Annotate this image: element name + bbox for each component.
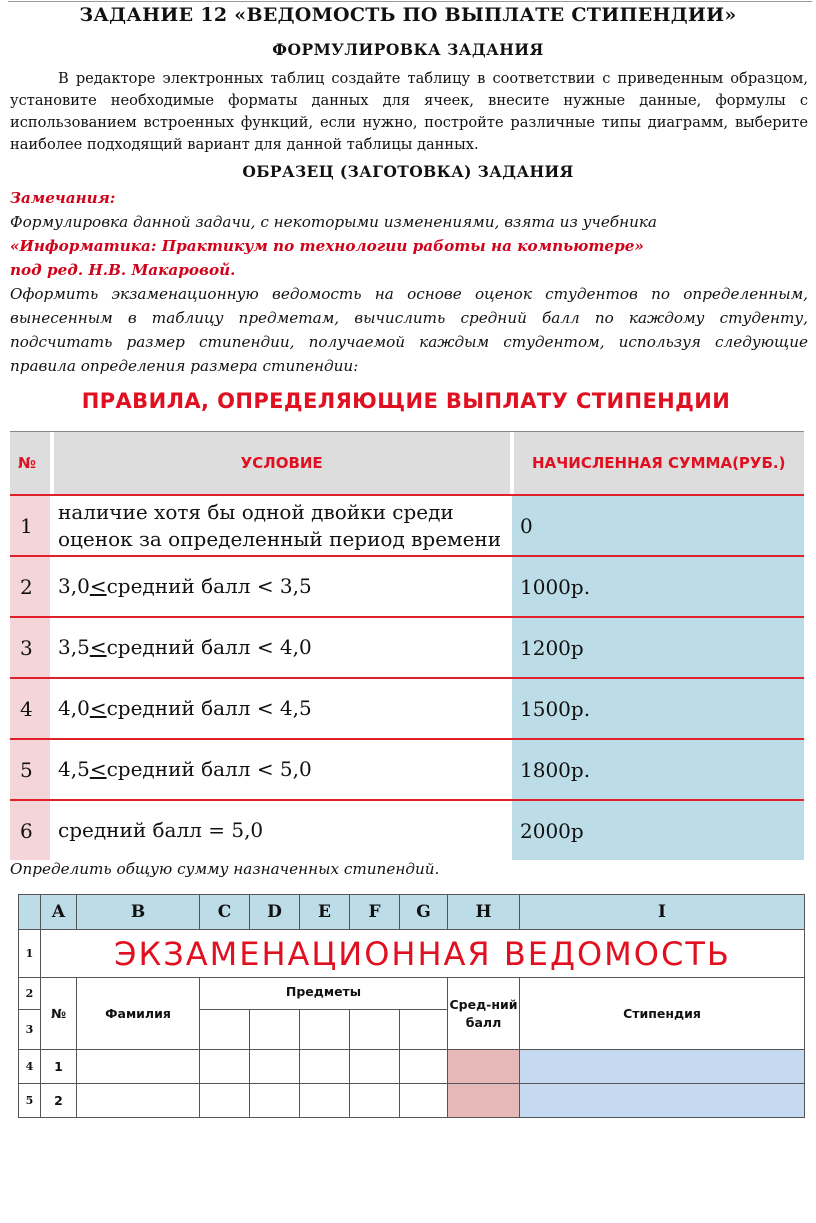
column-header-row bbox=[19, 895, 805, 930]
header-stipend-cell[interactable]: Стипендия bbox=[520, 978, 805, 1050]
define-total-text: Определить общую сумму назначенных стипендий. bbox=[10, 860, 440, 878]
grade-cell[interactable] bbox=[300, 1050, 350, 1084]
row-header[interactable]: 5 bbox=[19, 1084, 41, 1118]
rule-cond-lower: 4,0 bbox=[58, 696, 90, 720]
rule-condition-text: средний балл = 5,0 bbox=[58, 818, 264, 842]
rules-row bbox=[10, 494, 804, 555]
header-num-cell[interactable]: № bbox=[41, 978, 77, 1050]
notes-block bbox=[10, 186, 808, 378]
header-number: № bbox=[10, 432, 50, 494]
rule-cond-op: < bbox=[89, 696, 107, 720]
rule-condition-text: наличие хотя бы одной двойки среди оценок за определенный период времени bbox=[58, 499, 502, 551]
sheet-title-cell[interactable]: ЭКЗАМЕНАЦИОННАЯ ВЕДОМОСТЬ bbox=[41, 930, 805, 978]
rules-row bbox=[10, 799, 804, 860]
rule-condition bbox=[50, 679, 512, 738]
spreadsheet-template bbox=[18, 894, 805, 1118]
subject-cell[interactable] bbox=[350, 1010, 400, 1050]
rule-cond-upper: средний балл < 4,0 bbox=[106, 635, 312, 659]
rule-number: 1 bbox=[10, 496, 50, 555]
rule-cond-lower: 3,0 bbox=[58, 574, 90, 598]
grade-cell[interactable] bbox=[250, 1050, 300, 1084]
row-header[interactable]: 4 bbox=[19, 1050, 41, 1084]
row-header[interactable]: 2 bbox=[19, 978, 41, 1010]
section-heading-task: ФОРМУЛИРОВКА ЗАДАНИЯ bbox=[272, 40, 544, 59]
grade-cell[interactable] bbox=[200, 1084, 250, 1118]
rule-condition bbox=[50, 801, 512, 860]
stipend-cell[interactable] bbox=[520, 1050, 805, 1084]
rules-table bbox=[10, 431, 804, 860]
grade-cell[interactable] bbox=[400, 1050, 448, 1084]
header-surname-cell[interactable]: Фамилия bbox=[77, 978, 200, 1050]
column-header[interactable]: G bbox=[400, 895, 448, 930]
task-paragraph: В редакторе электронных таблиц создайте таблицу в соответствии с приведенным образцом, установите необходимые форматы данных для ячеек, внесите нужные данные, формулы с использованием встроенных функций, если нужно, постройте различные типы диаграмм, выберите наиболее подходящий вариант для данной таблицы данных. bbox=[10, 70, 808, 153]
rules-table-header bbox=[10, 431, 804, 494]
rule-condition bbox=[50, 740, 512, 799]
row-header[interactable]: 3 bbox=[19, 1010, 41, 1050]
rule-amount: 1200р bbox=[512, 618, 804, 677]
rule-amount: 1500р. bbox=[512, 679, 804, 738]
rule-amount: 0 bbox=[512, 496, 804, 555]
rule-cond-lower: 3,5 bbox=[58, 635, 90, 659]
header-subjects-cell[interactable]: Предметы bbox=[200, 978, 448, 1010]
rule-cond-upper: средний балл < 4,5 bbox=[106, 696, 312, 720]
surname-cell[interactable] bbox=[77, 1084, 200, 1118]
notes-source-line: Формулировка данной задачи, с некоторыми изменениями, взята из учебника bbox=[10, 213, 657, 231]
stipend-cell[interactable] bbox=[520, 1084, 805, 1118]
average-cell[interactable] bbox=[448, 1084, 520, 1118]
rule-cond-upper: средний балл < 3,5 bbox=[106, 574, 312, 598]
column-header[interactable]: H bbox=[448, 895, 520, 930]
rule-condition bbox=[50, 618, 512, 677]
average-cell[interactable] bbox=[448, 1050, 520, 1084]
column-header[interactable]: A bbox=[41, 895, 77, 930]
rule-amount: 1800р. bbox=[512, 740, 804, 799]
rule-cond-op: < bbox=[89, 635, 107, 659]
column-header[interactable]: F bbox=[350, 895, 400, 930]
header-average-label: Сред-ний балл bbox=[449, 996, 518, 1030]
subject-cell[interactable] bbox=[400, 1010, 448, 1050]
grade-cell[interactable] bbox=[250, 1084, 300, 1118]
rules-row bbox=[10, 738, 804, 799]
subject-cell[interactable] bbox=[250, 1010, 300, 1050]
notes-book-title: «Информатика: Практикум по технологии работы на компьютере» bbox=[10, 237, 644, 255]
rule-number: 3 bbox=[10, 618, 50, 677]
rule-cond-upper: средний балл < 5,0 bbox=[106, 757, 312, 781]
rules-heading: ПРАВИЛА, ОПРЕДЕЛЯЮЩИЕ ВЫПЛАТУ СТИПЕНДИИ bbox=[81, 389, 731, 413]
rules-row bbox=[10, 616, 804, 677]
rule-condition bbox=[50, 557, 512, 616]
rules-row bbox=[10, 555, 804, 616]
rule-condition bbox=[50, 496, 512, 555]
subject-cell[interactable] bbox=[300, 1010, 350, 1050]
corner-cell bbox=[19, 895, 41, 930]
data-row bbox=[19, 1050, 805, 1084]
notes-label: Замечания: bbox=[10, 189, 116, 207]
column-header[interactable]: B bbox=[77, 895, 200, 930]
subject-cell[interactable] bbox=[200, 1010, 250, 1050]
grade-cell[interactable] bbox=[300, 1084, 350, 1118]
surname-cell[interactable] bbox=[77, 1050, 200, 1084]
student-number-cell[interactable]: 1 bbox=[41, 1050, 77, 1084]
student-number-cell[interactable]: 2 bbox=[41, 1084, 77, 1118]
column-header[interactable]: I bbox=[520, 895, 805, 930]
column-header[interactable]: C bbox=[200, 895, 250, 930]
grade-cell[interactable] bbox=[350, 1050, 400, 1084]
header-average-cell[interactable] bbox=[448, 978, 520, 1050]
data-row bbox=[19, 1084, 805, 1118]
rule-number: 6 bbox=[10, 801, 50, 860]
grade-cell[interactable] bbox=[200, 1050, 250, 1084]
rule-amount: 2000р bbox=[512, 801, 804, 860]
rule-number: 2 bbox=[10, 557, 50, 616]
page-title: ЗАДАНИЕ 12 «ВЕДОМОСТЬ ПО ВЫПЛАТЕ СТИПЕНДИИ» bbox=[79, 4, 737, 26]
rule-cond-op: < bbox=[89, 757, 107, 781]
grade-cell[interactable] bbox=[400, 1084, 448, 1118]
column-header[interactable]: D bbox=[250, 895, 300, 930]
row-header[interactable]: 1 bbox=[19, 930, 41, 978]
rule-cond-op: < bbox=[89, 574, 107, 598]
rule-amount: 1000р. bbox=[512, 557, 804, 616]
header-condition: УСЛОВИЕ bbox=[54, 432, 510, 494]
rule-cond-lower: 4,5 bbox=[58, 757, 90, 781]
rule-number: 4 bbox=[10, 679, 50, 738]
top-rule bbox=[8, 1, 812, 2]
rule-number: 5 bbox=[10, 740, 50, 799]
notes-body: Оформить экзаменационную ведомость на основе оценок студентов по определенным, вынесенным в таблицу предметам, вычислить средний балл по каждому студенту, подсчитать размер стипендии, получаемой каждым студентом, используя следующие правила определения размера стипендии: bbox=[10, 285, 808, 375]
grade-cell[interactable] bbox=[350, 1084, 400, 1118]
column-header[interactable]: E bbox=[300, 895, 350, 930]
notes-editor: под ред. Н.В. Макаровой. bbox=[10, 261, 236, 279]
rules-row bbox=[10, 677, 804, 738]
section-heading-sample: ОБРАЗЕЦ (ЗАГОТОВКА) ЗАДАНИЯ bbox=[242, 162, 574, 181]
header-amount: НАЧИСЛЕННАЯ СУММА(РУБ.) bbox=[514, 432, 805, 494]
